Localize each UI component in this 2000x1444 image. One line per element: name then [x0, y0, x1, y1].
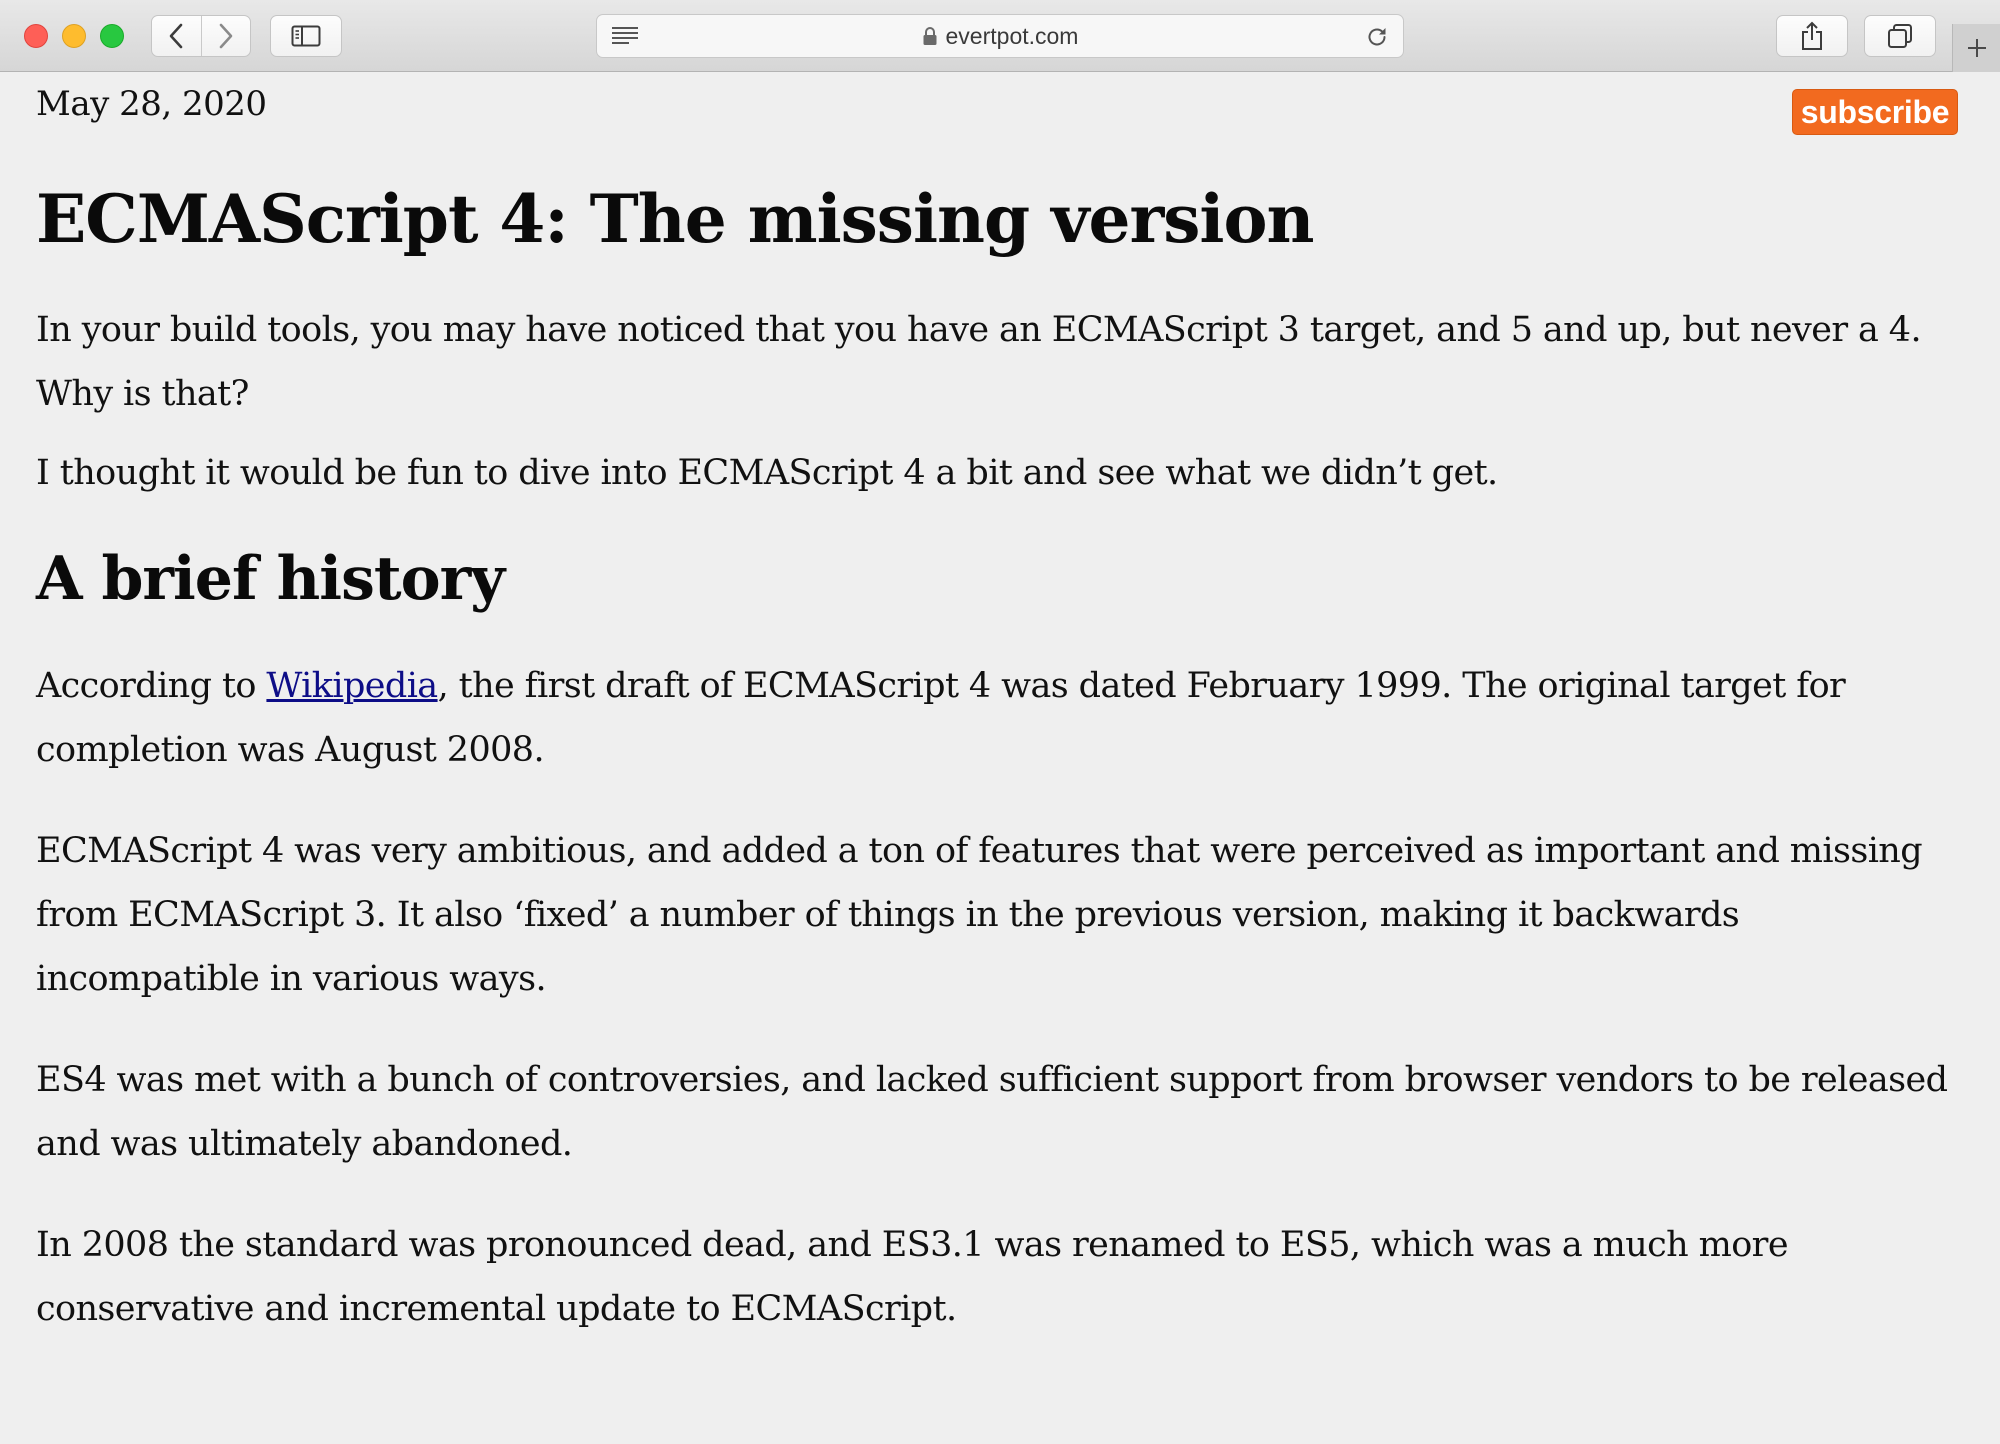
history-paragraph-2: ECMAScript 4 was very ambitious, and added a ton of features that were perceived as important and missing from ECMAScript 3. It also ‘fixed’ a number of things in the previous version, making it backwards incompatible in various ways. — [36, 830, 1923, 999]
sidebar-button[interactable] — [270, 15, 342, 57]
reload-icon[interactable] — [1365, 25, 1389, 49]
history-p1-before: According to — [36, 665, 267, 706]
share-button[interactable] — [1776, 15, 1848, 57]
minimize-window-button[interactable] — [62, 24, 86, 48]
new-tab-button[interactable] — [1952, 24, 2000, 72]
wikipedia-link[interactable]: Wikipedia — [266, 665, 438, 706]
chevron-left-icon — [168, 23, 184, 49]
share-icon — [1800, 21, 1824, 51]
browser-toolbar — [0, 0, 2000, 72]
sidebar-icon — [291, 25, 321, 47]
intro-paragraph-2: I thought it would be fun to dive into ECMAScript 4 a bit and see what we didn’t get. — [36, 452, 1498, 493]
forward-button[interactable] — [201, 16, 250, 56]
plus-icon — [1966, 37, 1988, 59]
history-paragraph-4: In 2008 the standard was pronounced dead, and ES3.1 was renamed to ES5, which was a much more conservative and incremental update to ECMAScript. — [36, 1224, 1788, 1329]
zoom-window-button[interactable] — [100, 24, 124, 48]
web-page — [0, 72, 2000, 1444]
history-paragraph-1 — [36, 654, 1956, 782]
close-window-button[interactable] — [24, 24, 48, 48]
tab-overview-button[interactable] — [1864, 15, 1936, 57]
url-text: evertpot.com — [945, 22, 1079, 49]
lock-icon — [922, 26, 938, 46]
history-p1-after: , the first draft of ECMAScript 4 was dated February 1999. The original target for completion was August 2008. — [36, 665, 1846, 770]
history-paragraph-3: ES4 was met with a bunch of controversies, and lacked sufficient support from browser vendors to be released and was ultimately abandoned. — [36, 1059, 1948, 1164]
url-display — [597, 15, 1403, 57]
address-bar[interactable] — [596, 14, 1404, 58]
chevron-right-icon — [218, 23, 234, 49]
article-title: ECMAScript 4: The missing version — [36, 180, 1314, 258]
navigation-buttons — [151, 15, 251, 57]
section-heading-history: A brief history — [36, 543, 505, 614]
subscribe-button[interactable]: subscribe — [1792, 89, 1958, 135]
intro-paragraph-1: In your build tools, you may have noticed that you have an ECMAScript 3 target, and 5 and up, but never a 4. Why is that? — [36, 309, 1921, 414]
back-button[interactable] — [152, 16, 201, 56]
article — [36, 178, 1956, 1341]
tabs-overview-icon — [1887, 23, 1913, 49]
post-date: May 28, 2020 — [36, 84, 267, 124]
